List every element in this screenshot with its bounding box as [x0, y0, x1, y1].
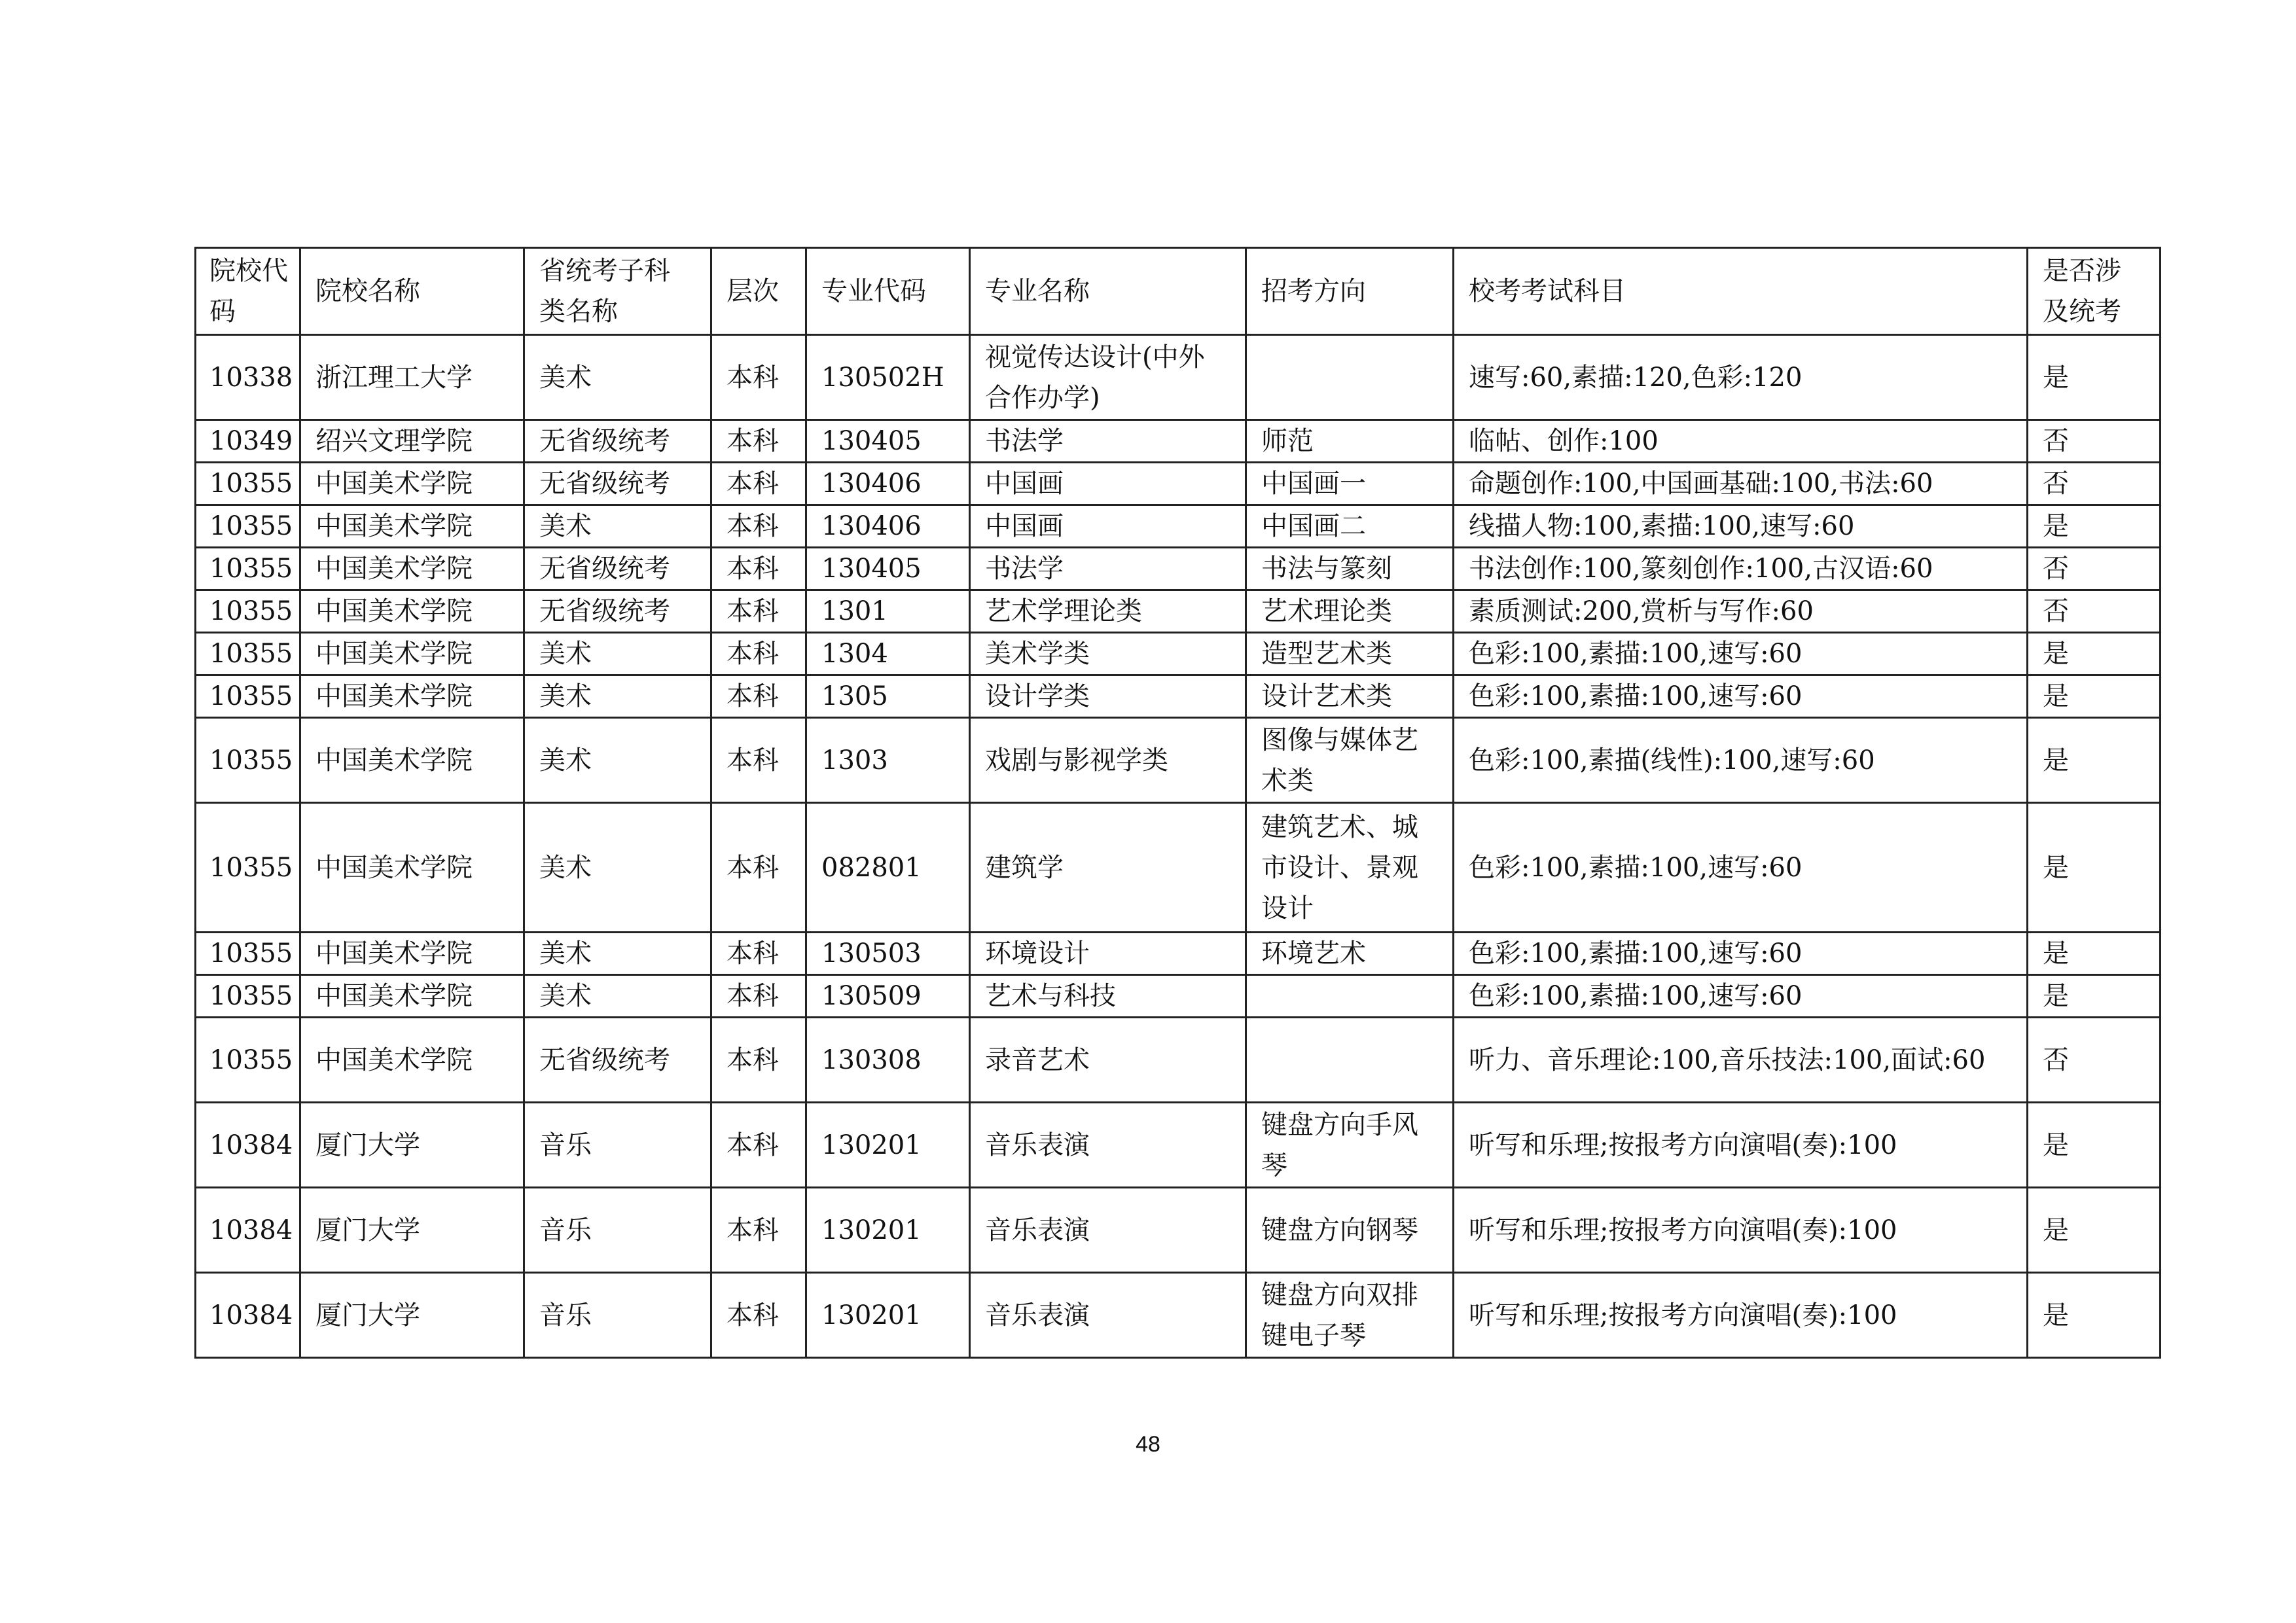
table-header [196, 248, 2161, 335]
cell-level: 本科 [711, 975, 806, 1018]
cell-exam-subcategory: 美术 [524, 803, 711, 933]
cell-school-name: 厦门大学 [300, 1103, 524, 1188]
cell-level: 本科 [711, 420, 806, 463]
cell-major-name: 音乐表演 [970, 1188, 1246, 1273]
cell-school-name: 中国美术学院 [300, 975, 524, 1018]
cell-direction [1246, 1018, 1454, 1103]
cell-major-code: 130405 [806, 420, 970, 463]
table-row [196, 933, 2161, 975]
cell-direction: 造型艺术类 [1246, 633, 1454, 675]
cell-major-name: 环境设计 [970, 933, 1246, 975]
cell-major-name: 中国画 [970, 505, 1246, 548]
cell-school-name: 浙江理工大学 [300, 335, 524, 420]
cell-school-code: 10355 [196, 718, 300, 803]
cell-school-name: 中国美术学院 [300, 590, 524, 633]
cell-school-code: 10384 [196, 1188, 300, 1273]
cell-unified-exam: 是 [2028, 1103, 2161, 1188]
header-exam-subcategory: 省统考子科类名称 [524, 248, 711, 335]
cell-major-name: 书法学 [970, 420, 1246, 463]
cell-exam-subjects: 听力、音乐理论:100,音乐技法:100,面试:60 [1454, 1018, 2028, 1103]
cell-direction: 书法与篆刻 [1246, 548, 1454, 590]
cell-unified-exam: 是 [2028, 933, 2161, 975]
cell-school-code: 10355 [196, 633, 300, 675]
cell-school-name: 中国美术学院 [300, 675, 524, 718]
cell-major-name: 艺术与科技 [970, 975, 1246, 1018]
cell-major-code: 130201 [806, 1103, 970, 1188]
cell-school-code: 10349 [196, 420, 300, 463]
table-row [196, 463, 2161, 505]
cell-school-code: 10355 [196, 548, 300, 590]
table-row [196, 975, 2161, 1018]
cell-exam-subjects: 色彩:100,素描:100,速写:60 [1454, 933, 2028, 975]
header-exam-subjects: 校考考试科目 [1454, 248, 2028, 335]
cell-major-code: 1304 [806, 633, 970, 675]
cell-major-code: 130201 [806, 1273, 970, 1358]
cell-major-code: 1301 [806, 590, 970, 633]
table-row [196, 420, 2161, 463]
cell-level: 本科 [711, 933, 806, 975]
cell-unified-exam: 否 [2028, 1018, 2161, 1103]
cell-major-code: 1305 [806, 675, 970, 718]
cell-school-name: 中国美术学院 [300, 803, 524, 933]
cell-school-name: 中国美术学院 [300, 463, 524, 505]
cell-level: 本科 [711, 463, 806, 505]
cell-major-code: 130405 [806, 548, 970, 590]
cell-unified-exam: 是 [2028, 975, 2161, 1018]
table-row [196, 1273, 2161, 1358]
cell-major-code: 082801 [806, 803, 970, 933]
header-level: 层次 [711, 248, 806, 335]
cell-major-code: 130502H [806, 335, 970, 420]
cell-level: 本科 [711, 548, 806, 590]
header-school-name: 院校名称 [300, 248, 524, 335]
header-major-name: 专业名称 [970, 248, 1246, 335]
cell-unified-exam: 否 [2028, 463, 2161, 505]
cell-unified-exam: 是 [2028, 633, 2161, 675]
cell-school-name: 中国美术学院 [300, 505, 524, 548]
cell-major-name: 录音艺术 [970, 1018, 1246, 1103]
cell-exam-subjects: 色彩:100,素描(线性):100,速写:60 [1454, 718, 2028, 803]
cell-direction: 师范 [1246, 420, 1454, 463]
cell-unified-exam: 是 [2028, 803, 2161, 933]
cell-major-name: 建筑学 [970, 803, 1246, 933]
cell-school-code: 10355 [196, 803, 300, 933]
cell-unified-exam: 否 [2028, 590, 2161, 633]
cell-level: 本科 [711, 803, 806, 933]
table-row [196, 718, 2161, 803]
cell-exam-subcategory: 无省级统考 [524, 548, 711, 590]
cell-level: 本科 [711, 633, 806, 675]
cell-major-name: 书法学 [970, 548, 1246, 590]
cell-school-name: 中国美术学院 [300, 633, 524, 675]
cell-exam-subjects: 色彩:100,素描:100,速写:60 [1454, 975, 2028, 1018]
cell-exam-subjects: 线描人物:100,素描:100,速写:60 [1454, 505, 2028, 548]
cell-unified-exam: 是 [2028, 675, 2161, 718]
cell-level: 本科 [711, 1018, 806, 1103]
cell-school-code: 10384 [196, 1103, 300, 1188]
cell-unified-exam: 是 [2028, 1188, 2161, 1273]
header-direction: 招考方向 [1246, 248, 1454, 335]
table-row [196, 1018, 2161, 1103]
cell-unified-exam: 是 [2028, 335, 2161, 420]
cell-level: 本科 [711, 590, 806, 633]
cell-exam-subcategory: 音乐 [524, 1273, 711, 1358]
cell-school-code: 10384 [196, 1273, 300, 1358]
cell-unified-exam: 是 [2028, 1273, 2161, 1358]
cell-level: 本科 [711, 675, 806, 718]
cell-direction: 艺术理论类 [1246, 590, 1454, 633]
cell-major-name: 视觉传达设计(中外合作办学) [970, 335, 1246, 420]
table-row [196, 548, 2161, 590]
cell-exam-subcategory: 音乐 [524, 1103, 711, 1188]
cell-unified-exam: 否 [2028, 548, 2161, 590]
cell-exam-subjects: 听写和乐理;按报考方向演唱(奏):100 [1454, 1188, 2028, 1273]
cell-school-code: 10355 [196, 505, 300, 548]
cell-major-code: 130308 [806, 1018, 970, 1103]
cell-exam-subcategory: 美术 [524, 335, 711, 420]
cell-direction: 环境艺术 [1246, 933, 1454, 975]
table-body [196, 335, 2161, 1358]
cell-major-name: 音乐表演 [970, 1273, 1246, 1358]
cell-major-name: 中国画 [970, 463, 1246, 505]
cell-level: 本科 [711, 1188, 806, 1273]
cell-direction: 设计艺术类 [1246, 675, 1454, 718]
cell-school-name: 厦门大学 [300, 1273, 524, 1358]
cell-exam-subcategory: 无省级统考 [524, 420, 711, 463]
cell-exam-subcategory: 美术 [524, 675, 711, 718]
cell-level: 本科 [711, 718, 806, 803]
cell-exam-subcategory: 美术 [524, 505, 711, 548]
cell-school-name: 中国美术学院 [300, 1018, 524, 1103]
cell-major-code: 1303 [806, 718, 970, 803]
header-major-code: 专业代码 [806, 248, 970, 335]
cell-exam-subcategory: 美术 [524, 633, 711, 675]
cell-exam-subcategory: 美术 [524, 975, 711, 1018]
cell-exam-subjects: 听写和乐理;按报考方向演唱(奏):100 [1454, 1103, 2028, 1188]
header-row [196, 248, 2161, 335]
cell-exam-subjects: 色彩:100,素描:100,速写:60 [1454, 675, 2028, 718]
cell-major-name: 美术学类 [970, 633, 1246, 675]
table-row [196, 505, 2161, 548]
cell-exam-subjects: 临帖、创作:100 [1454, 420, 2028, 463]
admissions-table [194, 247, 2161, 1359]
table-row [196, 1188, 2161, 1273]
table-row [196, 1103, 2161, 1188]
cell-direction [1246, 335, 1454, 420]
cell-major-name: 艺术学理论类 [970, 590, 1246, 633]
cell-school-code: 10355 [196, 463, 300, 505]
cell-major-code: 130406 [806, 463, 970, 505]
cell-school-name: 厦门大学 [300, 1188, 524, 1273]
cell-school-code: 10355 [196, 1018, 300, 1103]
cell-direction: 图像与媒体艺术类 [1246, 718, 1454, 803]
cell-exam-subcategory: 美术 [524, 933, 711, 975]
cell-exam-subjects: 书法创作:100,篆刻创作:100,古汉语:60 [1454, 548, 2028, 590]
cell-exam-subcategory: 音乐 [524, 1188, 711, 1273]
header-unified-exam: 是否涉及统考 [2028, 248, 2161, 335]
cell-direction: 键盘方向钢琴 [1246, 1188, 1454, 1273]
cell-exam-subcategory: 美术 [524, 718, 711, 803]
cell-major-name: 音乐表演 [970, 1103, 1246, 1188]
cell-major-code: 130201 [806, 1188, 970, 1273]
cell-school-name: 中国美术学院 [300, 933, 524, 975]
cell-school-code: 10355 [196, 975, 300, 1018]
cell-major-name: 设计学类 [970, 675, 1246, 718]
cell-exam-subcategory: 无省级统考 [524, 590, 711, 633]
cell-unified-exam: 否 [2028, 420, 2161, 463]
table-row [196, 633, 2161, 675]
cell-direction: 键盘方向手风琴 [1246, 1103, 1454, 1188]
cell-school-name: 中国美术学院 [300, 718, 524, 803]
cell-unified-exam: 是 [2028, 718, 2161, 803]
header-school-code: 院校代码 [196, 248, 300, 335]
cell-school-code: 10338 [196, 335, 300, 420]
cell-level: 本科 [711, 335, 806, 420]
cell-exam-subjects: 色彩:100,素描:100,速写:60 [1454, 633, 2028, 675]
table-row [196, 590, 2161, 633]
cell-exam-subcategory: 无省级统考 [524, 1018, 711, 1103]
cell-school-name: 绍兴文理学院 [300, 420, 524, 463]
cell-school-code: 10355 [196, 590, 300, 633]
cell-level: 本科 [711, 505, 806, 548]
cell-school-code: 10355 [196, 675, 300, 718]
cell-direction: 中国画二 [1246, 505, 1454, 548]
cell-major-code: 130503 [806, 933, 970, 975]
cell-school-code: 10355 [196, 933, 300, 975]
cell-major-name: 戏剧与影视学类 [970, 718, 1246, 803]
cell-exam-subjects: 听写和乐理;按报考方向演唱(奏):100 [1454, 1273, 2028, 1358]
table-row [196, 335, 2161, 420]
cell-level: 本科 [711, 1103, 806, 1188]
cell-unified-exam: 是 [2028, 505, 2161, 548]
cell-exam-subjects: 素质测试:200,赏析与写作:60 [1454, 590, 2028, 633]
cell-school-name: 中国美术学院 [300, 548, 524, 590]
table-row [196, 803, 2161, 933]
cell-direction: 建筑艺术、城市设计、景观设计 [1246, 803, 1454, 933]
cell-exam-subjects: 色彩:100,素描:100,速写:60 [1454, 803, 2028, 933]
cell-direction: 中国画一 [1246, 463, 1454, 505]
cell-exam-subcategory: 无省级统考 [524, 463, 711, 505]
cell-major-code: 130406 [806, 505, 970, 548]
cell-direction [1246, 975, 1454, 1018]
cell-level: 本科 [711, 1273, 806, 1358]
table-row [196, 675, 2161, 718]
cell-exam-subjects: 速写:60,素描:120,色彩:120 [1454, 335, 2028, 420]
cell-exam-subjects: 命题创作:100,中国画基础:100,书法:60 [1454, 463, 2028, 505]
page-number: 48 [1136, 1432, 1160, 1457]
cell-major-code: 130509 [806, 975, 970, 1018]
cell-direction: 键盘方向双排键电子琴 [1246, 1273, 1454, 1358]
